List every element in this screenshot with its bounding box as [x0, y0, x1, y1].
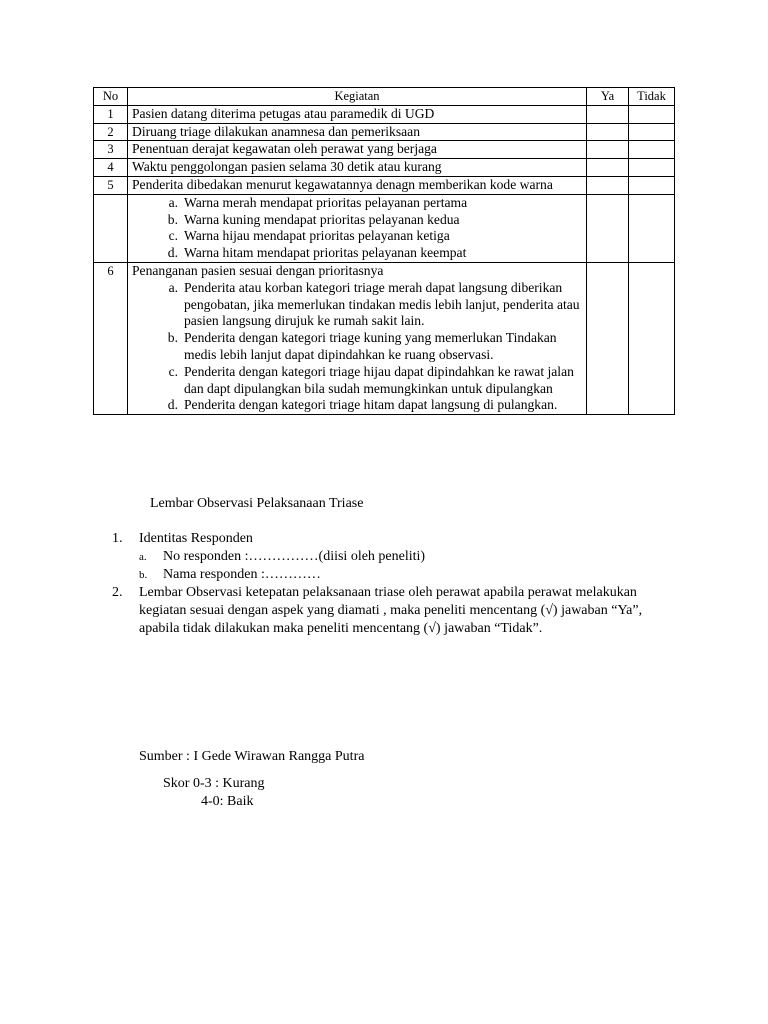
row-activity: Penentuan derajat kegawatan oleh perawat yang berjaga: [128, 141, 587, 159]
list-item: [156, 397, 582, 414]
table-row: [94, 123, 675, 141]
list-item: [156, 245, 582, 262]
list-item-text: Penderita atau korban kategori triage merah dapat langsung diberikan pengobatan, jika memerlukan tindakan medis lebih lanjut, penderita atau pasien langsung dirujuk ke rumah sakit lain.: [184, 279, 580, 329]
list-item: [112, 584, 678, 638]
table-header-row: [94, 88, 675, 106]
row-activity-title: Penanganan pasien sesuai dengan prioritasnya: [132, 262, 384, 278]
row-activity: Penderita dibedakan menurut kegawatannya denagn memberikan kode warna: [128, 176, 587, 194]
list-item: [156, 212, 582, 229]
row-number: 1: [94, 105, 128, 123]
list-item: [156, 364, 582, 398]
list-marker: d.: [167, 245, 178, 261]
table-caption: Lembar Observasi Pelaksanaan Triase: [150, 496, 364, 511]
row-number: 4: [94, 159, 128, 177]
source-note: Sumber : I Gede Wirawan Rangga Putra: [139, 749, 365, 764]
header-kegiatan: Kegiatan: [128, 88, 587, 106]
respondent-number-field: No responden :……………(diisi oleh peneliti): [163, 549, 426, 564]
list-item: [156, 228, 582, 245]
list-item-text: Warna hijau mendapat prioritas pelayanan ketiga: [184, 228, 450, 244]
row-activity-sublist: [128, 194, 587, 262]
list-marker: d.: [167, 397, 178, 413]
list-number: 2.: [112, 585, 123, 600]
header-ya: Ya: [587, 88, 629, 106]
table-row: [94, 262, 675, 414]
color-code-list: [132, 195, 582, 262]
table-row: [94, 176, 675, 194]
list-marker: c.: [168, 228, 178, 244]
list-marker: b.: [167, 330, 178, 346]
list-marker: b.: [139, 569, 148, 581]
instruction-list: [112, 530, 678, 638]
ya-checkbox-cell[interactable]: [587, 141, 629, 159]
row-number: 5: [94, 176, 128, 194]
row-number: 2: [94, 123, 128, 141]
table-row: [94, 141, 675, 159]
row-number-empty: [94, 194, 128, 262]
list-item-title: Identitas Responden: [139, 531, 253, 546]
list-marker: a.: [168, 194, 178, 210]
list-item-text: Lembar Observasi ketepatan pelaksanaan triase oleh perawat apabila perawat melakukan kegiatan sesuai dengan aspek yang diamati , maka peneliti mencentang (√) jawaban “Ya”, apabila tidak dilakukan maka peneliti mencentang (√) jawaban “Tidak”.: [139, 585, 643, 636]
tidak-checkbox-cell[interactable]: [629, 123, 675, 141]
list-item: [156, 330, 582, 364]
list-item-text: Warna hitam mendapat prioritas pelayanan keempat: [184, 245, 467, 261]
tidak-checkbox-cell[interactable]: [629, 141, 675, 159]
row-number: 3: [94, 141, 128, 159]
ya-checkbox-cell[interactable]: [587, 262, 629, 414]
list-item-text: Penderita dengan kategori triage hijau dapat dipindahkan ke rawat jalan dan dapt dipulangkan bila sudah memungkinkan untuk dipulangkan: [184, 363, 574, 396]
list-marker: c.: [168, 363, 178, 379]
list-item-text: Warna kuning mendapat prioritas pelayanan kedua: [184, 211, 460, 227]
tidak-checkbox-cell[interactable]: [629, 159, 675, 177]
header-tidak: Tidak: [629, 88, 675, 106]
list-item: [156, 195, 582, 212]
ya-checkbox-cell[interactable]: [587, 159, 629, 177]
row-activity: [128, 262, 587, 414]
tidak-checkbox-cell[interactable]: [629, 262, 675, 414]
ya-checkbox-cell[interactable]: [587, 105, 629, 123]
respondent-name-field: Nama responden :…………: [163, 567, 321, 582]
tidak-checkbox-cell[interactable]: [629, 105, 675, 123]
table-row: [94, 159, 675, 177]
list-marker: a.: [168, 279, 178, 295]
score-line-1: Skor 0-3 : Kurang: [163, 776, 265, 791]
list-item-text: Penderita dengan kategori triage hitam dapat langsung di pulangkan.: [184, 397, 558, 413]
header-no: No: [94, 88, 128, 106]
ya-checkbox-cell[interactable]: [587, 123, 629, 141]
ya-checkbox-cell[interactable]: [587, 176, 629, 194]
row-activity: Pasien datang diterima petugas atau paramedik di UGD: [128, 105, 587, 123]
list-marker: a.: [139, 551, 147, 563]
list-item-text: Penderita dengan kategori triage kuning yang memerlukan Tindakan medis lebih lanjut dapat dipindahkan ke ruang observasi.: [184, 330, 557, 362]
row-activity: Waktu penggolongan pasien selama 30 detik atau kurang: [128, 159, 587, 177]
observation-table: [93, 87, 675, 415]
row-number: 6: [94, 262, 128, 414]
row-activity: Diruang triage dilakukan anamnesa dan pemeriksaan: [128, 123, 587, 141]
list-item-text: Warna merah mendapat prioritas pelayanan pertama: [184, 194, 468, 210]
table-row: [94, 194, 675, 262]
priority-handling-list: [132, 280, 582, 414]
list-number: 1.: [112, 531, 123, 546]
tidak-checkbox-cell[interactable]: [629, 176, 675, 194]
list-item: [112, 530, 678, 548]
list-item: [156, 280, 582, 330]
list-subitem: [112, 566, 678, 584]
list-subitem: [112, 548, 678, 566]
score-line-2: 4-0: Baik: [201, 794, 254, 809]
table-row: [94, 105, 675, 123]
tidak-checkbox-cell[interactable]: [629, 194, 675, 262]
list-marker: b.: [167, 211, 178, 227]
ya-checkbox-cell[interactable]: [587, 194, 629, 262]
